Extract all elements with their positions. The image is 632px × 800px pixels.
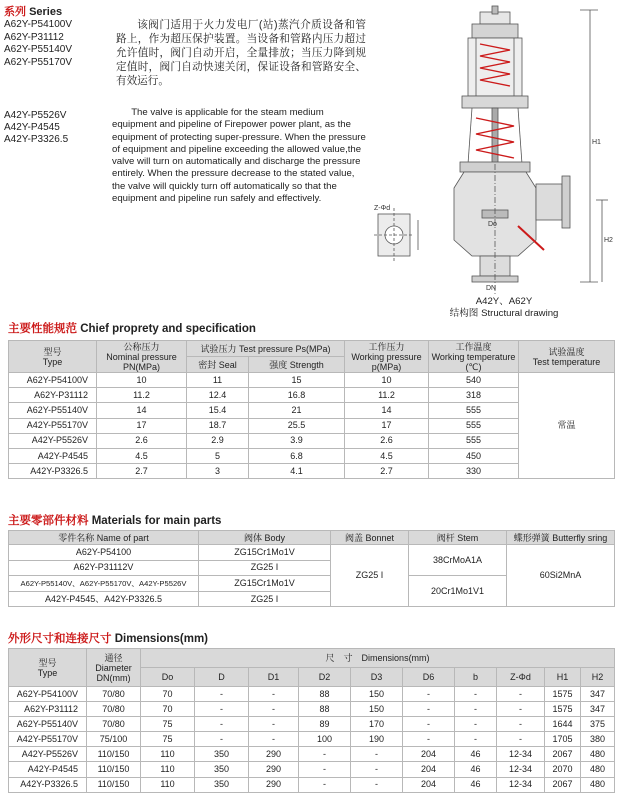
table-cell: 2070 [545,762,581,777]
table-cell: 12-34 [497,747,545,762]
table-cell: 480 [581,762,615,777]
table-cell: 110/150 [87,747,141,762]
table-cell: 150 [351,702,403,717]
table-cell: 12-34 [497,777,545,792]
dim-col: Z-Φd [497,668,545,687]
table-cell: - [497,717,545,732]
table-row [9,747,615,762]
dim-col: D [195,668,249,687]
table-row: A62Y-P54100 ZG15Cr1Mo1V ZG25 I 38CrMoA1A 60Si2MnA [9,545,615,561]
table-cell: 75 [141,732,195,747]
spec-title [8,320,256,336]
series-title-cn: 系列 [4,6,26,18]
dim-col: D6 [403,668,455,687]
valve-stem-top [492,6,498,14]
table-cell: 88 [299,702,351,717]
table-cell: 12-34 [497,762,545,777]
dimensions-body [9,687,615,793]
table-cell: 350 [195,747,249,762]
dim-col: H2 [581,668,615,687]
spec-title-cn: 主要性能规范 [8,323,77,335]
materials-title-en: Materials for main parts [91,515,222,527]
table-cell: 70 [141,702,195,717]
table-cell: A42Y-P4545 [9,762,87,777]
structural-drawing [368,4,630,296]
dim-col: D2 [299,668,351,687]
table-cell: - [195,687,249,702]
table-cell: - [455,687,497,702]
valve-cap-base [472,24,518,38]
table-cell: - [455,732,497,747]
series-heading [4,6,114,18]
table-cell: - [351,762,403,777]
table-cell: - [455,717,497,732]
table-cell: - [249,717,299,732]
outlet-flange [562,176,570,228]
table-row: A62Y-P55140V、A62Y-P55170V、A42Y-P5526V ZG15Cr1Mo1V 20Cr1Mo1V1 [9,576,615,592]
table-cell: 1705 [545,732,581,747]
table-row: A42Y-P4545、A42Y-P3326.5 ZG25 I [9,591,615,607]
dim-col: b [455,668,497,687]
table-cell: 2067 [545,777,581,792]
series-model: A62Y-P55140V [4,44,73,56]
table-cell: 2067 [545,747,581,762]
table-cell: 110 [141,762,195,777]
dimensions-title-en: Dimensions(mm) [114,633,208,645]
table-cell: 1575 [545,702,581,717]
series-model: A42Y-P5526V [4,110,67,121]
table-cell: 110 [141,777,195,792]
dim-col: Do [141,668,195,687]
table-cell: - [249,687,299,702]
table-cell: 75/100 [87,732,141,747]
mat-col-body: 阀体 Body [199,531,331,545]
dim-dn-label: DN [486,285,497,292]
table-cell: - [299,747,351,762]
drawing-caption [424,296,584,320]
table-cell: 70/80 [87,702,141,717]
table-cell: 190 [351,732,403,747]
dim-col-type: 型号 Type [9,649,87,687]
dimensions-title-cn: 外形尺寸和连接尺寸 [8,633,112,645]
spec-col-tt: 试验温度 Test temperature [519,341,615,373]
spec-title-en: Chief proprety and specification [80,323,256,335]
dim-col: D1 [249,668,299,687]
table-row [9,717,615,732]
series-model: A62Y-P55170V [4,56,73,68]
table-cell: 70 [141,687,195,702]
table-cell: 204 [403,762,455,777]
table-cell: - [497,702,545,717]
table-cell: 110/150 [87,762,141,777]
mat-col-part: 零件名称 Name of part [9,531,199,545]
dim-h1-label: H1 [592,139,601,146]
bonnet-material: ZG25 I [331,545,409,607]
table-cell: 480 [581,777,615,792]
table-row: A42Y-P5526V 2.6 2.9 3.9 2.6 555 [9,433,615,448]
table-cell: A42Y-P3326.5 [9,777,87,792]
caption-en: Structural drawing [481,308,559,320]
table-cell: 350 [195,762,249,777]
table-cell: 480 [581,747,615,762]
spec-col-test: 试验压力 Test pressure Ps(MPa) [187,341,345,357]
table-row: A62Y-P55140V 14 15.4 21 14 555 [9,403,615,418]
table-cell: 70/80 [87,717,141,732]
spec-col-strength: 强度 Strength [249,357,345,373]
table-cell: 204 [403,747,455,762]
table-cell: 204 [403,777,455,792]
dim-do-label: Do [488,221,497,228]
table-row: A62Y-P31112V ZG25 I [9,560,615,576]
table-cell: 347 [581,687,615,702]
table-cell: - [249,732,299,747]
table-row [9,762,615,777]
table-cell: - [403,732,455,747]
table-cell: 46 [455,747,497,762]
table-cell: 1644 [545,717,581,732]
table-row: A42Y-P55170V 17 18.7 25.5 17 555 [9,418,615,433]
test-temp-cell: 常温 [519,373,615,479]
table-cell: - [497,732,545,747]
mat-col-bonnet: 阀盖 Bonnet [331,531,409,545]
spec-col-pn: 公称压力 Nominal pressure PN(MPa) [97,341,187,373]
caption-cn: 结构图 [449,308,479,320]
table-cell: - [299,777,351,792]
table-cell: - [299,762,351,777]
table-cell: A62Y-P55140V [9,717,87,732]
series-model: A62Y-P54100V [4,19,73,31]
table-row [9,687,615,702]
description-english: The valve is applicable for the steam medium equipment and pipeline of Firepower power plant, as the equipment of protecting super-pressure. When the pressure of equipment and pipeline exceeding the allowed value,the valve will turn on automatically and discharge the pressure entirely. When the pressure decrease to the stated value, the valve will quickly turn off automatically so that the equipment and pipeline run safely and effectively. [112,107,366,205]
spring-material: 60Si2MnA [507,545,615,607]
series-model: A42Y-P4545 [4,122,60,134]
table-row [9,702,615,717]
series-list-2 [4,110,114,147]
mat-col-spring: 蝶形弹簧 Butterfly sring [507,531,615,545]
dim-col-group: 尺 寸 Dimensions(mm) [141,649,615,668]
table-cell: 290 [249,747,299,762]
table-cell: A62Y-P31112 [9,702,87,717]
table-cell: - [351,747,403,762]
table-row [9,777,615,792]
series-model: A62Y-P31112 [4,31,64,43]
table-cell: - [403,717,455,732]
materials-title [8,512,221,528]
table-cell: A62Y-P54100V [9,687,87,702]
table-cell: - [455,702,497,717]
table-cell: - [249,702,299,717]
table-cell: 375 [581,717,615,732]
table-row: A62Y-P54100V 10 11 15 10 540 常温 [9,373,615,388]
spec-col-type: 型号 Type [9,341,97,373]
table-cell: A42Y-P55170V [9,732,87,747]
table-cell: 1575 [545,687,581,702]
table-cell: - [351,777,403,792]
table-row [9,732,615,747]
table-row: A42Y-P4545 4.5 5 6.8 4.5 450 [9,448,615,463]
table-cell: 100 [299,732,351,747]
series-list [4,6,114,69]
materials-title-cn: 主要零部件材料 [8,515,89,527]
spec-col-wt: 工作温度 Working temperature (℃) [429,341,519,373]
dimensions-title [8,630,208,646]
table-cell: - [497,687,545,702]
description-chinese: 该阀门适用于火力发电厂(站)蒸汽介质设备和管路上，作为超压保护装置。当设备和管路内压力超过允许值时，阀门自动开启，全量排放；当压力降到规定值时，阀门自动快速关闭，保证设备和管路安全、有效运行。 [116,19,366,87]
spec-col-wp: 工作压力 Working pressure p(MPa) [345,341,429,373]
table-cell: 290 [249,762,299,777]
table-cell: 380 [581,732,615,747]
table-cell: 170 [351,717,403,732]
spec-table [8,340,615,479]
table-cell: - [403,687,455,702]
dimensions-table [8,648,615,793]
table-cell: 46 [455,777,497,792]
table-cell: A42Y-P5526V [9,747,87,762]
stem-material-2: 20Cr1Mo1V1 [409,576,507,607]
table-cell: - [403,702,455,717]
table-cell: 70/80 [87,687,141,702]
series-model: A42Y-P3326.5 [4,134,69,146]
table-cell: - [195,732,249,747]
spec-col-seal: 密封 Seal [187,357,249,373]
table-cell: - [195,702,249,717]
table-cell: 46 [455,762,497,777]
dim-zd-label: Z-Φd [374,205,391,212]
mat-col-stem: 阀杆 Stem [409,531,507,545]
table-cell: 110 [141,747,195,762]
table-row: A62Y-P31112 11.2 12.4 16.8 11.2 318 [9,388,615,403]
caption-models: A42Y、A62Y [475,296,533,307]
table-cell: 290 [249,777,299,792]
table-cell: 75 [141,717,195,732]
table-row: A42Y-P3326.5 2.7 3 4.1 2.7 330 [9,464,615,479]
stem-material-1: 38CrMoA1A [409,545,507,576]
dim-col: H1 [545,668,581,687]
table-cell: 88 [299,687,351,702]
table-cell: 110/150 [87,777,141,792]
table-cell: 350 [195,777,249,792]
yoke-flange [462,96,528,108]
table-cell: - [195,717,249,732]
dim-h2-label: H2 [604,237,613,244]
table-cell: 150 [351,687,403,702]
materials-table [8,530,615,607]
dim-col: D3 [351,668,403,687]
table-cell: 89 [299,717,351,732]
outlet-nozzle [536,184,562,220]
series-title-en: Series [29,6,63,18]
table-cell: 347 [581,702,615,717]
dim-col-dn: 通径 Diameter DN(mm) [87,649,141,687]
